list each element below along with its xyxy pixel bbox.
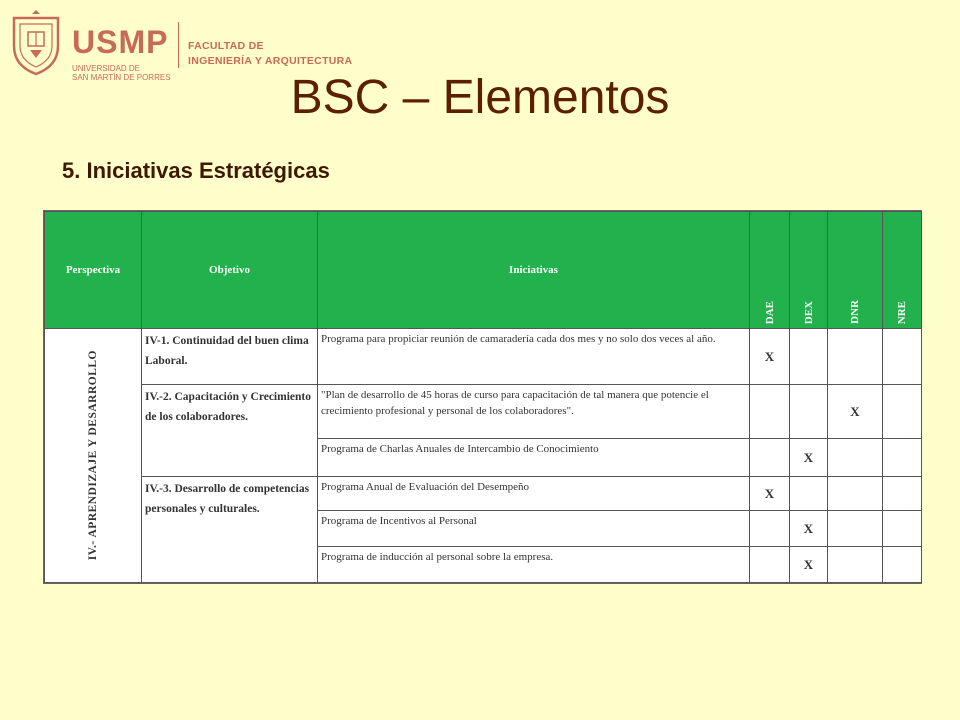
mark-dae xyxy=(750,385,790,439)
mark-dnr xyxy=(828,511,883,547)
mark-dnr xyxy=(828,547,883,583)
usmp-logo xyxy=(8,10,378,82)
header-nre-label: NRE xyxy=(896,300,908,324)
mark-dex: X xyxy=(790,511,828,547)
mark-nre xyxy=(883,477,922,511)
header-iniciativas: Iniciativas xyxy=(318,212,750,329)
mark-dex xyxy=(790,329,828,385)
mark-dnr xyxy=(828,329,883,385)
header-perspectiva: Perspectiva xyxy=(45,212,142,329)
objective-cell: IV.-3. Desarrollo de competencias personales y culturales. xyxy=(142,477,318,583)
initiative-cell: Programa de inducción al personal sobre la empresa. xyxy=(318,547,750,583)
initiative-cell: Programa para propiciar reunión de camaradería cada dos mes y no solo dos veces al año. xyxy=(318,329,750,385)
mark-nre xyxy=(883,385,922,439)
mark-dae: X xyxy=(750,477,790,511)
mark-dae xyxy=(750,511,790,547)
slide-title: BSC – Elementos xyxy=(290,71,670,124)
table-header-row xyxy=(45,212,922,329)
mark-dex: X xyxy=(790,439,828,477)
mark-dae: X xyxy=(750,329,790,385)
header-objetivo: Objetivo xyxy=(142,212,318,329)
header-dex-label: DEX xyxy=(802,300,815,324)
header-dnr-label: DNR xyxy=(849,300,861,324)
faculty-line-2: INGENIERÍA Y ARQUITECTURA xyxy=(188,55,353,67)
mark-nre xyxy=(883,329,922,385)
table-row xyxy=(45,477,922,511)
table-row xyxy=(45,385,922,439)
university-seal-icon xyxy=(8,10,64,76)
logo-name: USMP xyxy=(72,24,169,60)
mark-dnr xyxy=(828,477,883,511)
table-row xyxy=(45,329,922,385)
mark-dae xyxy=(750,439,790,477)
initiatives-table xyxy=(44,211,922,583)
mark-dex xyxy=(790,385,828,439)
mark-dex: X xyxy=(790,547,828,583)
initiative-cell: Programa Anual de Evaluación del Desempeño xyxy=(318,477,750,511)
header-dnr xyxy=(828,212,883,329)
perspective-label: IV.- APRENDIZAJE Y DESARROLLO xyxy=(87,350,99,561)
logo-separator xyxy=(178,22,179,68)
university-line-2: SAN MARTÍN DE PORRES xyxy=(72,73,171,82)
mark-nre xyxy=(883,439,922,477)
university-line-1: UNIVERSIDAD DE xyxy=(72,64,141,73)
perspective-cell xyxy=(45,329,142,583)
mark-dnr: X xyxy=(828,385,883,439)
slide-subtitle: 5. Iniciativas Estratégicas xyxy=(62,158,330,183)
objective-cell: IV-1. Continuidad del buen clima Laboral. xyxy=(142,329,318,385)
mark-dae xyxy=(750,547,790,583)
faculty-line-1: FACULTAD DE xyxy=(188,40,264,52)
header-dae-label: DAE xyxy=(763,300,776,324)
objective-cell: IV.-2. Capacitación y Crecimiento de los colaboradores. xyxy=(142,385,318,477)
mark-dnr xyxy=(828,439,883,477)
header-nre xyxy=(883,212,922,329)
header-dae xyxy=(750,212,790,329)
initiative-cell: Programa de Charlas Anuales de Intercambio de Conocimiento xyxy=(318,439,750,477)
initiative-cell: "Plan de desarrollo de 45 horas de curso para capacitación de tal manera que potencie el crecimiento profesional y personal de los colaboradores". xyxy=(318,385,750,439)
mark-nre xyxy=(883,511,922,547)
initiative-cell: Programa de Incentivos al Personal xyxy=(318,511,750,547)
mark-dex xyxy=(790,477,828,511)
header-dex xyxy=(790,212,828,329)
initiatives-table-wrapper xyxy=(43,210,922,584)
mark-nre xyxy=(883,547,922,583)
